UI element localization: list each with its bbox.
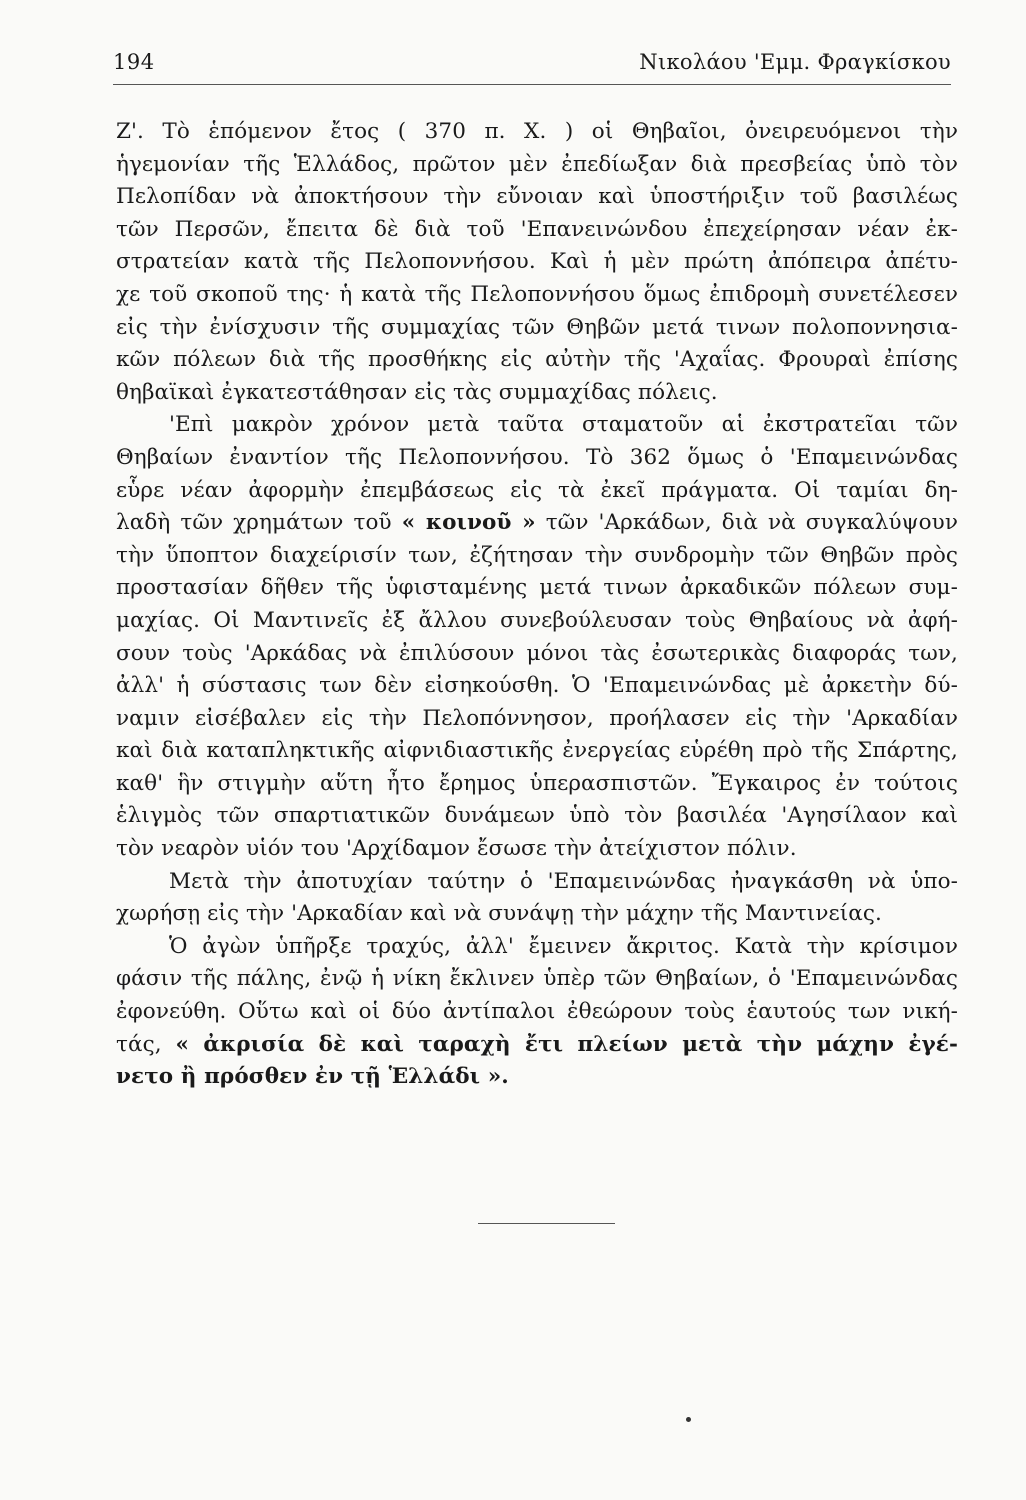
text-line: καθ' ἣν στιγμὴν αὕτη ἦτο ἔρημος ὑπερασπιστῶν. Ἔγκαιρος ἐν τούτοις xyxy=(116,770,958,796)
page-header xyxy=(113,44,951,85)
quote-bold: « ἀκρισία δὲ καὶ ταραχὴ ἔτι πλείων μετὰ τὴν μάχην ἐγέ- xyxy=(175,1031,958,1057)
text-line: μαχίας. Οἱ Μαντινεῖς ἐξ ἄλλου συνεβούλευσαν τοὺς Θηβαίους νὰ ἀφή- xyxy=(116,607,958,633)
page-number: 194 xyxy=(113,50,155,74)
text-line: χε τοῦ σκοποῦ της· ἡ κατὰ τῆς Πελοποννήσου ὅμως ἐπιδρομὴ συνετέλεσεν xyxy=(116,281,958,307)
text-line: Ὁ ἀγὼν ὑπῆρξε τραχύς, ἀλλ' ἔμεινεν ἄκριτος. Κατὰ τὴν κρίσιμον xyxy=(169,933,958,959)
text-line: τῶν Περσῶν, ἔπειτα δὲ διὰ τοῦ 'Επανεινώνδου ἐπεχείρησαν νέαν ἐκ- xyxy=(116,216,958,242)
text-line: σουν τοὺς 'Αρκάδας νὰ ἐπιλύσουν μόνοι τὰς ἐσωτερικὰς διαφοράς των, xyxy=(116,640,958,666)
text-line: ἐφονεύθη. Οὕτω καὶ οἱ δύο ἀντίπαλοι ἐθεώρουν τοὺς ἑαυτούς των νική- xyxy=(116,999,958,1025)
text-line: ναμιν εἰσέβαλεν εἰς τὴν Πελοπόννησον, προήλασεν εἰς τὴν 'Αρκαδίαν xyxy=(116,705,958,731)
text-line: χωρήσῃ εἰς τὴν 'Αρκαδίαν καὶ νὰ συνάψῃ τὴν μάχην τῆς Μαντινείας. xyxy=(116,901,882,927)
text-line: Μετὰ τὴν ἀποτυχίαν ταύτην ὁ 'Επαμεινώνδας ἠναγκάσθη νὰ ὑπο- xyxy=(169,868,958,894)
text-fragment: τῶν 'Αρκάδων, διὰ νὰ συγκαλύψουν xyxy=(545,510,959,536)
text-line: στρατείαν κατὰ τῆς Πελοποννήσου. Καὶ ἡ μὲν πρώτη ἀπόπειρα ἀπέτυ- xyxy=(116,249,958,275)
text-line: εἰς τὴν ἐνίσχυσιν τῆς συμμαχίας τῶν Θηβῶν μετά τινων πολοποννησια- xyxy=(116,314,958,340)
text-line: Ζ'. Τὸ ἑπόμενον ἔτος ( 370 π. Χ. ) οἱ Θηβαῖοι, ὀνειρευόμενοι τὴν xyxy=(116,119,958,144)
text-line: ἡγεμονίαν τῆς Ἑλλάδος, πρῶτον μὲν ἐπεδίωξαν διὰ πρεσβείας ὑπὸ τὸν xyxy=(116,151,958,177)
text-line: ἑλιγμὸς τῶν σπαρτιατικῶν δυνάμεων ὑπὸ τὸν βασιλέα 'Αγησίλαον καὶ xyxy=(116,803,958,829)
text-line: τὴν ὕποπτον διαχείρισίν των, ἐζήτησαν τὴν συνδρομὴν τῶν Θηβῶν πρὸς xyxy=(116,542,958,568)
text-fragment: λαδὴ τῶν χρημάτων τοῦ xyxy=(116,510,392,536)
text-line: καὶ διὰ καταπληκτικῆς αἰφνιδιαστικῆς ἐνεργείας εὑρέθη πρὸ τῆς Σπάρτης, xyxy=(116,738,958,764)
text-line: θηβαϊκαὶ ἐγκατεστάθησαν εἰς τὰς συμμαχίδας πόλεις. xyxy=(116,379,718,405)
text-line: φάσιν τῆς πάλης, ἐνῷ ἡ νίκη ἔκλινεν ὑπὲρ τῶν Θηβαίων, ὁ 'Επαμεινώνδας xyxy=(116,966,958,992)
text-line: Πελοπίδαν νὰ ἀποκτήσουν τὴν εὔνοιαν καὶ ὑποστήριξιν τοῦ βασιλέως xyxy=(116,184,958,210)
text-line: ἀλλ' ἡ σύστασις των δὲν εἰσηκούσθη. Ὁ 'Επαμεινώνδας μὲ ἀρκετὴν δύ- xyxy=(116,673,958,699)
text-line: προστασίαν δῆθεν τῆς ὑφισταμένης μετά τινων ἀρκαδικῶν πόλεων συμ- xyxy=(116,575,958,601)
text-line: κῶν πόλεων διὰ τῆς προσθήκης εἰς αὐτὴν τῆς 'Αχαΐας. Φρουραὶ ἐπίσης xyxy=(116,347,958,373)
stray-dot xyxy=(686,1417,691,1422)
body-text xyxy=(116,116,958,1094)
text-line-compound xyxy=(116,1029,958,1062)
text-fragment: τάς, xyxy=(116,1031,162,1057)
text-line: Θηβαίων ἐναντίον τῆς Πελοποννήσου. Τὸ 362 ὅμως ὁ 'Επαμεινώνδας xyxy=(116,444,958,470)
text-line: νετο ἢ πρόσθεν ἐν τῇ Ἑλλάδι ». xyxy=(116,1064,509,1090)
text-line-compound xyxy=(116,507,958,540)
text-line: εὗρε νέαν ἀφορμὴν ἐπεμβάσεως εἰς τὰ ἐκεῖ πράγματα. Οἱ ταμίαι δη- xyxy=(116,477,958,503)
running-head: Νικολάου 'Εμμ. Φραγκίσκου xyxy=(639,50,951,74)
koinou-bold: « κοινοῦ » xyxy=(401,510,536,536)
text-line: τὸν νεαρὸν υἱόν του 'Αρχίδαμον ἔσωσε τὴν ἀτείχιστον πόλιν. xyxy=(116,836,797,862)
footer-rule xyxy=(478,1223,615,1224)
text-line: 'Επὶ μακρὸν χρόνον μετὰ ταῦτα σταματοῦν αἱ ἐκστρατεῖαι τῶν xyxy=(169,412,958,438)
